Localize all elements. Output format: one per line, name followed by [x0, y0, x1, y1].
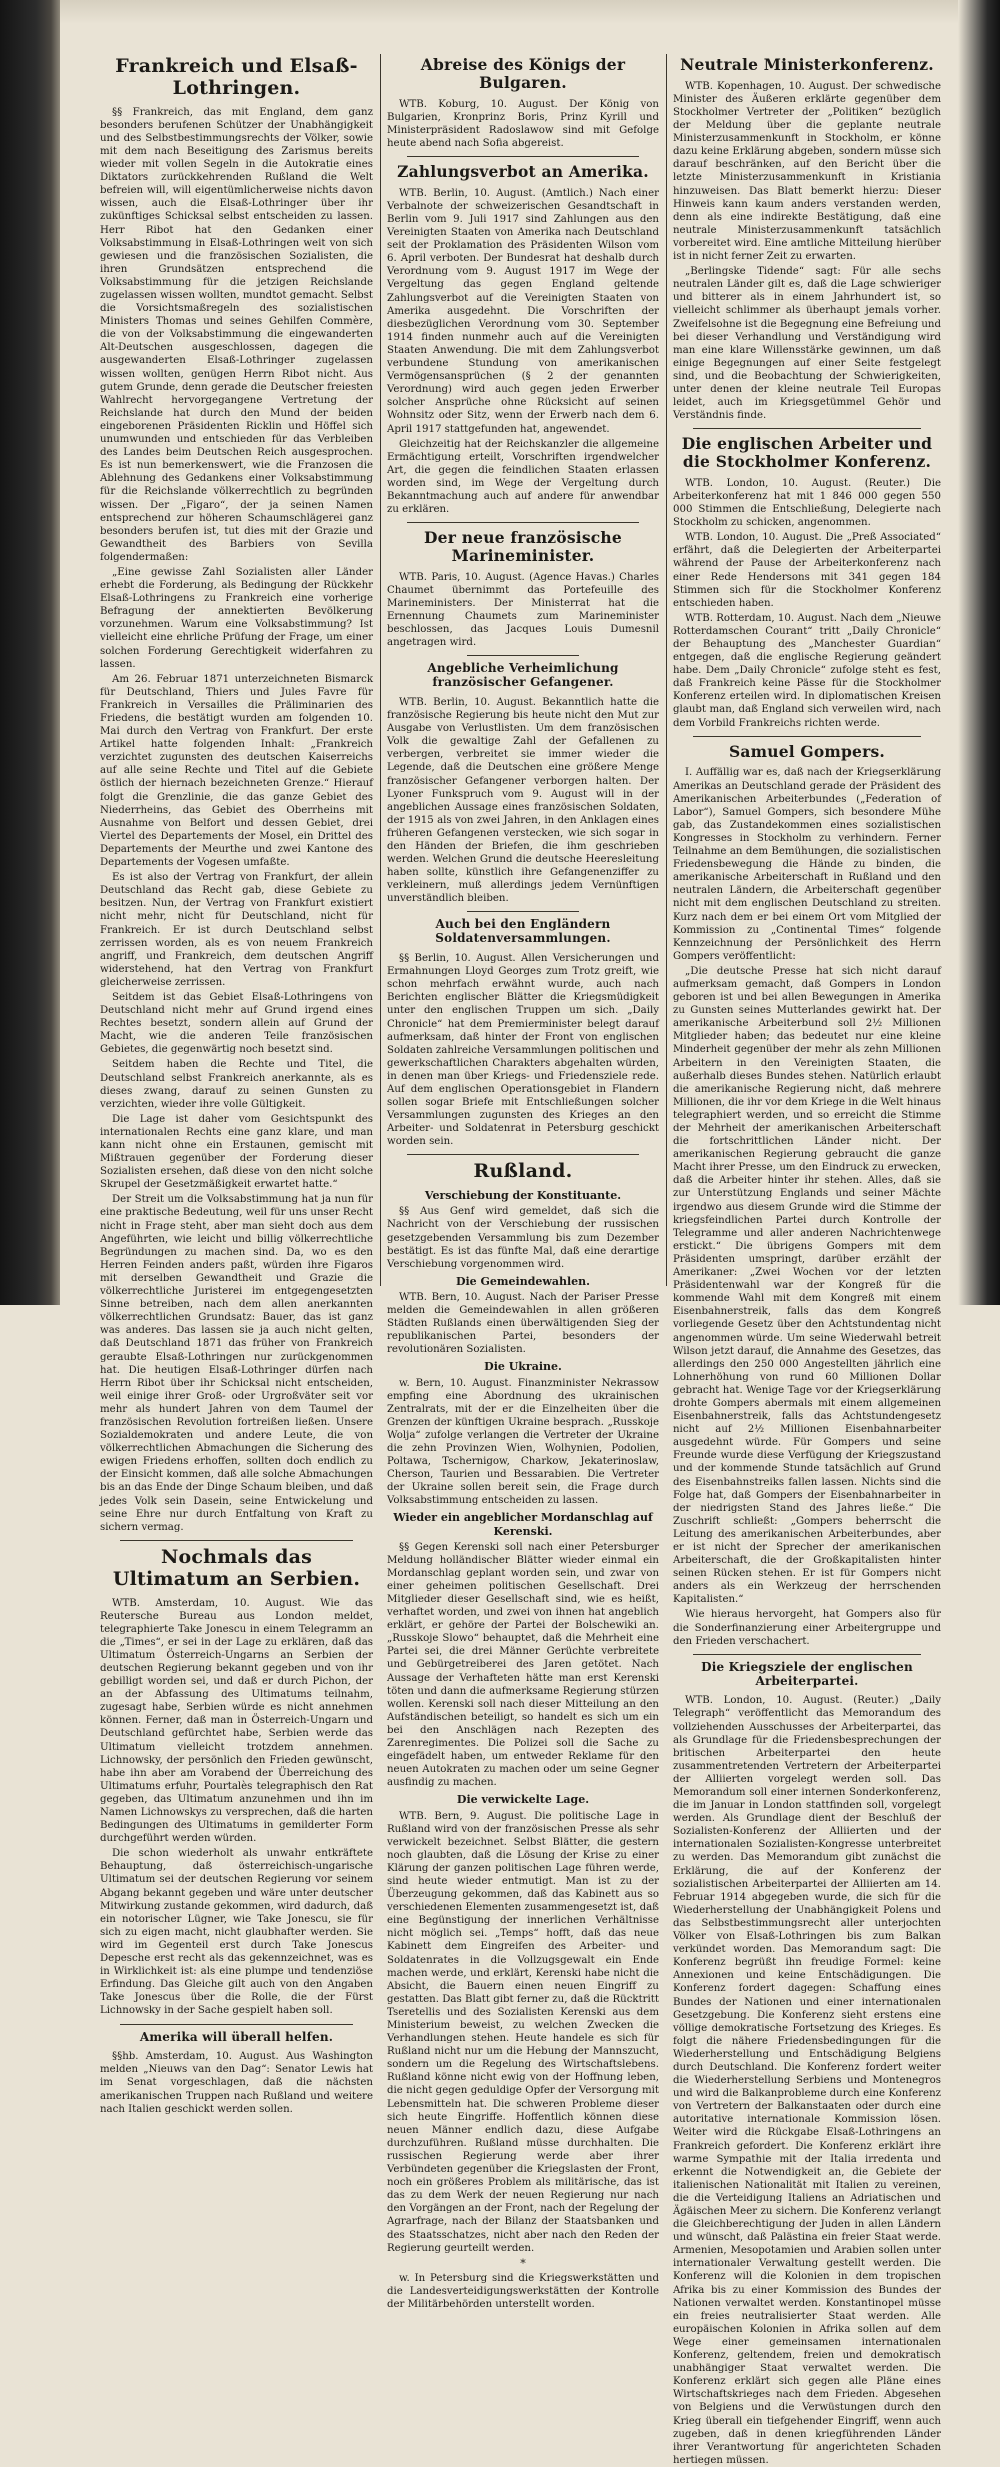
paragraph: „Eine gewisse Zahl Sozialisten aller Länder erhebt die Forderung, als Bedingung der Rückkehr Elsaß-Lothringens zu Frankreich eine vorherige Befragung der annektierten Bevölkerung vorzunehmen. Warum eine Volksabstimmung? Ist vielleicht eine ehrliche Prüfung der Frage, um einer solchen Forderung Gerechtigkeit widerfahren zu lassen. — [100, 566, 373, 670]
paragraph: „Berlingske Tidende“ sagt: Für alle sechs neutralen Länder gilt es, daß die Lage schwieriger und bitterer als in einem Jahrhundert ist, so vielleicht schlimmer als überhaupt jemals vorher. Zweifelsohne ist die Begegnung eine Befreiung und bei dieser Verhandlung und Verständigung wird man eine klare Willensstärke gewinnen, um daß einige Begegnungen auf einer Seite festgelegt sind, und die Beobachtung der Schwierigkeiten, unter denen der kleine neutrale Teil Europas leidet, auch im Kriegsgetümmel Gehör und Verständnis finde. — [673, 266, 941, 422]
paragraph: WTB. London, 10. August. Die „Preß Associated“ erfährt, daß die Delegierten der Arbeiterpartei während der Pause der Arbeiterkonferenz nach einer Rede Hendersons mit 341 gegen 184 Stimmen sich für die Stockholmer Konferenz entschieden haben. — [673, 532, 941, 609]
divider — [467, 655, 579, 656]
column-left — [100, 54, 373, 2115]
article-gompers — [673, 743, 941, 1648]
article-englischen — [673, 435, 941, 729]
divider — [120, 2024, 353, 2025]
paragraph: WTB. Berlin, 10. August. (Amtlich.) Nach einer Verbalnote der schweizerischen Gesandtschaft in Berlin vom 9. Juli 1917 sind Zahlungen aus den Vereinigten Staaten von Amerika nach Deutschland seit der Proklamation des Präsidenten Wilson vom 6. April verboten. Der Bundesrat hat deshalb durch Verordnung vom 9. August 1917 im Wege der Vergeltung das gegen England geltende Zahlungsverbot auf die Vereinigten Staaten von Amerika ausgedehnt. Die Vorschriften der diesbezüglichen Verordnung vom 30. September 1914 finden nunmehr auch auf die Vereinigten Staaten Anwendung. Die mit dem Zahlungsverbot verbundene Stundung von amerikanischen Vermögensansprüchen (§ 2 der genannten Verordnung) wird auch gegen jeden Erwerber solcher Ansprüche ohne Rücksicht auf seinen Wohnsitz oder Sitz, wenn der Erwerb nach dem 6. April 1917 stattgefunden hat, angewendet. — [387, 187, 659, 435]
paragraph: §§hb. Amsterdam, 10. August. Aus Washington melden „Nieuws van den Dag“: Senator Lewis hat im Senat vorgeschlagen, daß die nächsten amerikanischen Truppen nach Rußland und weitere nach Italien geschickt werden sollen. — [100, 2051, 373, 2115]
article-marineminister — [387, 529, 659, 649]
headline: Die Kriegsziele der englischen Arbeiterpartei. — [701, 1659, 913, 1688]
divider — [407, 156, 639, 157]
paragraph: Die Lage ist daher vom Gesichtspunkt des internationalen Rechts eine ganz klare, und man kann nicht ohne ein Erstaunen, gemischt mit Mißtrauen gegenüber der Forderung dieser Sozialisten ersehen, daß diese von den nicht solche Skrupel der Gesetzmäßigkeit erwartet hatte.“ — [100, 1113, 373, 1191]
headline: Neutrale Ministerkonferenz. — [680, 55, 934, 74]
column-middle — [387, 54, 660, 2310]
article-abreise — [387, 56, 659, 150]
article-kriegsziele — [673, 1661, 941, 2467]
divider — [407, 522, 639, 523]
headline: Amerika will überall helfen. — [139, 2029, 334, 2044]
article-gefangene — [387, 662, 659, 905]
paragraph: WTB. Bern, 9. August. Die politische Lage in Rußland wird von der französischen Presse als sehr verwickelt bezeichnet. Selbst Blätter, die gestern noch glaubten, daß die Lösung der Krise zu einer Klärung der ganzen politischen Lage führen werde, sind heute wieder entmutigt. Man ist zu der Überzeugung gekommen, daß das Kabinett aus so verschiedenen Elementen zusammengesetzt ist, daß eine Begünstigung der innerlichen Verhältnisse nicht möglich sei. „Temps“ hofft, daß das neue Kabinett dem Eingreifen des Arbeiter- und Soldatenrates in die Vollzugsgewalt ein Ende machen werde, und erklärt, Kerenski habe nicht die Absicht, die Bauern einen neuen Eingriff zu gestatten. Das Blatt gibt ferner zu, daß die Rücktritt Tseretellis und des Sozialisten Kerenski aus dem Ministerium beweist, zu welchen Zwecken die Verhandlungen stehen. Heute handele es sich für Rußland nicht nur um die Hebung der Mannszucht, sondern um die Regelung des Wirtschaftslebens. Rußland könne nicht ewig von der Hoffnung leben, die nicht gegen geduldige Opfer der Versorgung mit Lebensmitteln hat. Die schweren Probleme dieser sich heute Eingriffe. Hoffentlich können diese neuen Männer endlich dazu, diese Aufgabe durchzuführen. Rußland müsse durchhalten. Die russischen Regierung werde aber ihrer Verbündeten gegenüber die Kriegslasten der Front, noch ein größeres Problem als militärische, das ist das zu dem Werk der neuen Regierung nur nach den Vorgängen an der Front, nach der Regelung der Agrarfrage, nach der Bilanz der Staatsbanken und des Staatsschatzes, nicht aber nach den Reden der Regierung geurteilt werden. — [387, 1810, 659, 2254]
paragraph: w. Bern, 10. August. Finanzminister Nekrassow empfing eine Abordnung des ukrainischen Zentralrats, mit der er die Einzelheiten über die Grenzen der künftigen Ukraine besprach. „Russkoje Wolja“ zufolge verlangen die Vertreter der Ukraine die zehn Provinzen Wien, Wolhynien, Podolien, Poltawa, Tschernigow, Charkow, Jekaterinoslaw, Cherson, Taurien und Bessarabien. Die Vertreter der Ukraine sollen bereit sein, die Frage durch Volksabstimmung entscheiden zu lassen. — [387, 1377, 659, 1507]
column-right — [673, 54, 941, 2466]
subheadline: Die Gemeindewahlen. — [455, 1274, 591, 1288]
paragraph: Der Streit um die Volksabstimmung hat ja nun für eine praktische Bedeutung, weil für uns unser Recht nicht in Frage steht, aber man sieht doch aus dem Angeführten, wie leicht und billig völkerrechtliche Begründungen zu machen sind. Da, wo es den Herren Feinden anders paßt, würden ihre Figaros mit derselben Gewandtheit und Grazie die völkerrechtliche Juristerei im entgegengesetzten Sinne betreiben, nach dem allen anerkannten völkerrechtlichen Grundsatz: Bauer, das ist ganz was anderes. Das lassen sie ja auch nicht gelten, daß Deutschland 1871 das früher von Frankreich geraubte Elsaß-Lothringen nur zurückgenommen hat. Die heutigen Elsaß-Lothringer dürfen nach Herrn Ribot über ihr Schicksal nicht entscheiden, weil einige ihrer Groß- oder Urgroßväter seit vor mehr als hundert Jahren von dem Taumel der französischen Revolution fortreißen ließen. Unsere Sozialdemokraten und andere Leute, die von völkerrechtlichen Abmachungen die Sicherung des ewigen Friedens erhoffen, sollten doch endlich zu der Einsicht kommen, daß alle solche Abmachungen bis an das Ende der Dinge Schaum bleiben, und daß jedes Volk sein Dasein, seine Entwickelung und seine Ehre nur durch Entfaltung von Kraft zu sichern vermag. — [100, 1194, 373, 1533]
paragraph: Die schon wiederholt als unwahr entkräftete Behauptung, daß österreichisch-ungarische Ultimatum sei der deutschen Regierung vor seinem Abgang bekannt gegeben und wäre unter deutscher Mitwirkung zustande gekommen, wird dadurch, daß ein notorischer Lügner, wie Take Jonescu, sie für sich zu eigen macht, nicht glaubhafter werden. Sie wird im Gegenteil erst durch Take Jonescus Depesche erst recht als das gekennzeichnet, was es in Wirklichkeit ist: als eine plumpe und tendenziöse Erfindung. Das Gleiche gilt auch von den Angaben Take Jonescus über die Rolle, die der Fürst Lichnowsky in der Sache gespielt haben soll. — [100, 1848, 373, 2017]
subheadline: Die Ukraine. — [484, 1360, 562, 1374]
headline: Angebliche Verheimlichung französischer Gefangener. — [427, 661, 619, 690]
paragraph: Es ist also der Vertrag von Frankfurt, der allein Deutschland das Recht gab, diese Gebiete zu besitzen. Nun, der Vertrag von Frankfurt existiert nicht mehr, nicht für Deutschland, nicht für Frankreich. Er ist durch Deutschland selbst zerrissen worden, als es von neuem Frankreich angriff, und Frankreich, dem deutschen Angriff widerstehend, hat den Vertrag von Frankfurt gleicherweise zerrissen. — [100, 872, 373, 988]
paragraph: Gleichzeitig hat der Reichskanzler die allgemeine Ermächtigung erteilt, Vorschriften irgendwelcher Art, die gegen die feindlichen Staaten erlassen worden sind, im Wege der Vergeltung durch Bekanntmachung auch auf andere für anwendbar zu erklären. — [387, 438, 659, 516]
headline: Zahlungsverbot an Amerika. — [397, 162, 649, 181]
article-russland — [387, 1161, 659, 2311]
article-amerika — [100, 2031, 373, 2116]
headline: Frankreich und Elsaß-Lothringen. — [115, 55, 358, 99]
article-neutrale — [673, 56, 941, 422]
paragraph: WTB. Rotterdam, 10. August. Nach dem „Nieuwe Rotterdamschen Courant“ tritt „Daily Chronicle“ der Behauptung des „Manchester Guardian“ entgegen, daß die englische Regierung geändert habe. Dem „Daily Chronicle“ zufolge steht es fest, daß Frankreich keine Pässe für die Stockholmer Konferenz erteilen wird. In diplomatischen Kreisen glaubt man, daß England sich verweilen wird, nach dem Vorbild Frankreichs richten werde. — [673, 612, 941, 729]
page-top-edge — [60, 0, 1000, 24]
divider — [407, 1154, 639, 1155]
headline: Auch bei den Engländern Soldatenversammlungen. — [435, 917, 611, 946]
paragraph: Seitdem haben die Rechte und Titel, die Deutschland selbst Frankreich anerkannte, als es dieses zwang, darauf zu seinen Gunsten zu verzichten, wieder ihre volle Gültigkeit. — [100, 1059, 373, 1110]
paragraph: „Die deutsche Presse hat sich nicht darauf aufmerksam gemacht, daß Gompers in London geboren ist und bei allen Bewegungen in Amerika zu Gunsten seines Mutterlandes gewirkt hat. Der amerikanische Arbeiterbund soll 2½ Millionen Mitglieder haben; das bedeutet nur eine kleine Minderheit gegenüber der mehr als zehn Millionen Arbeitern in den Vereinigten Staaten, die außerhalb dieses Bundes stehen. Natürlich erlaubt die amerikanische Regierung nicht, daß mehrere Millionen, die ihr vor dem Kriege in die Welt hinaus telegraphiert werden, und so erreicht die Stimme der Mehrheit der amerikanischen Arbeiterschaft die fortschrittlichen Länder nicht. Der amerikanischen Regierung gebraucht die ganze Macht ihrer Presse, um den Eindruck zu erwecken, daß die Arbeiter hinter ihr stehen. Alles, daß sie zur Unterstützung Englands und seiner Mächte irgendwo aus diesem Grunde wird die Stimme der kriegsfeindlichen Partei durch Kontrolle der Telegramme und aller anderen Nachrichtenwege erstickt.“ Die übrigens Gompers mit dem Präsidenten umspringt, darüber erzählt der Amerikaner: „Zwei Wochen vor der letzten Präsidentenwahl war der Kongreß für die kommende Wahl mit dem Kongreß mit einem Eisenbahnerstreik, falls das dem Kongreß vorliegende Gesetz über den Achtstundentag nicht angenommen würde. Um seine Wiederwahl betreit Wilson jetzt darauf, die Annahme des Gesetzes, das allerdings den 250 000 Angestellten jährlich eine Lohnerhöhung von rund 60 Millionen Dollar gebracht hat. Wenige Tage vor der Kriegserklärung drohte Gompers abermals mit einem allgemeinen Eisenbahnerstreik, falls das Achtstundengesetz nicht auf 2½ Millionen Eisenbahnarbeiter ausgedehnt würde. Für Gompers und seine Freunde wurde diese Verfügung der Kriegszustand und der kommende Stunde tatsächlich auf Grund des Eisenbahnstreiks fallen lassen. Nichts sind die Folge hat, daß Gompers der Eisenbahnarbeiter in der niedrigsten Stand des Jahres ließe.“ Die Zuschrift schließt: „Gompers beherrscht die Leitung des amerikanischen Arbeiterbundes, aber er ist nicht der Sprecher der amerikanischen Arbeiterschaft, die der Großkapitalisten hinter seinen Rücken stehen. Er ist für Gompers nicht anders als ein Werkzeug der herrschenden Kapitalisten.“ — [673, 965, 941, 1606]
paragraph: §§ Gegen Kerenski soll nach einer Petersburger Meldung holländischer Blätter wieder einmal ein Mordanschlag geplant worden sein, und zwar von einer geheimen politischen Gesellschaft. Drei Mitglieder dieser Gesellschaft sind, wie es heißt, verhaftet worden, und zwei von ihnen hat angeblich erklärt, er gehöre der Partei der Bolschewiki an. „Russkoje Slowo“ behauptet, daß die Mehrheit eine Partei sei, die drei Männer Gerüchte verbreitete und Gebürgetreiberei des Jaren getötet. Nach Aussage der Verhafteten hätte man erst Kerenski töten und dann die aufmerksame Regierung stürzen wollen. Kerenski soll nach dieser Mitteilung an den Aufständischen beteiligt, so handelt es sich um ein bei den Anschlägen nach Rezepten des Zarenregimentes. Die Polizei soll die Sache zu eingefädelt haben, um entweder Reklame für den neuen Autokraten zu machen oder um seine Gegner ausfindig zu machen. — [387, 1541, 659, 1789]
paragraph: WTB. Paris, 10. August. (Agence Havas.) Charles Chaumet übernimmt das Portefeuille des Marineministers. Der Ministerrat hat die Ernennung Chaumets zum Marineminister beschlossen, das Jacques Louis Dumesnil angetragen wird. — [387, 571, 659, 649]
divider — [693, 1654, 921, 1655]
paragraph: I. Auffällig war es, daß nach der Kriegserklärung Amerikas an Deutschland gerade der Präsident des Amerikanischen Arbeiterbundes („Federation of Labor“), Samuel Gompers, sich besondere Mühe gab, das Zustandekommen eines sozialistischen Kongresses in Stockholm zu verhindern. Ferner Teilnahme an dem Bemühungen, die sozialistischen Friedensbewegung die Hände zu binden, die amerikanische Arbeiterschaft in Rußland und den neutralen Ländern, die Arbeiterschaft gegenüber nicht mit dem englischen Deutschland zu streiten. Kurz nach dem er bei einem Ort vom Mitglied der Kommission zu „Continental Times“ folgende Kennzeichnung der Persönlichkeit des Herrn Gompers veröffentlicht: — [673, 767, 941, 962]
asterisk-divider: * — [520, 2256, 526, 2270]
headline: Samuel Gompers. — [728, 741, 886, 761]
paragraph: WTB. London, 10. August. (Reuter.) Die Arbeiterkonferenz hat mit 1 846 000 gegen 550 000 Stimmen die Entschließung, Delegierte nach Stockholm zu schicken, angenommen. — [673, 477, 941, 529]
column-rule — [380, 54, 381, 1286]
headline: Abreise des Königs der Bulgaren. — [420, 55, 626, 92]
page-right-edge — [958, 0, 1000, 1305]
paragraph: WTB. Bern, 10. August. Nach der Pariser Presse melden die Gemeindewahlen in allen größeren Städten Rußlands einen überwältigenden Sieg der republikanischen Partei, besonders der revolutionären Sozialisten. — [387, 1291, 659, 1356]
article-ultimatum — [100, 1547, 373, 2018]
headline: Nochmals das Ultimatum an Serbien. — [112, 1545, 361, 1590]
article-frankreich — [100, 56, 373, 1534]
article-englaender — [387, 918, 659, 1148]
divider — [693, 736, 921, 737]
subheadline: Verschiebung der Konstituante. — [424, 1189, 622, 1203]
paragraph: w. In Petersburg sind die Kriegswerkstätten und die Landesverteidigungswerkstätten der Kontrolle der Militärbehörden unterstellt worden. — [387, 2272, 659, 2310]
paragraph: WTB. London, 10. August. (Reuter.) „Daily Telegraph“ veröffentlicht das Memorandum des vollziehenden Ausschusses der Arbeiterpartei, das als Grundlage für die Friedensbesprechungen der britischen Arbeiterpartei den heute zusammentretenden Vertretern der Arbeiterpartei der Alliierten vorgelegt werden soll. Das Memorandum soll einer internen Sonderkonferenz, die im Januar in London stattfinden soll, vorgelegt werden. Als Grundlage dient der Beschluß der Sozialisten-Konferenz der Alliierten und der internationalen Sozialisten-Kongresse unterbreitet zu werden. Das Memorandum gibt zunächst die Erklärung, die auf der Konferenz der sozialistischen Arbeiterpartei der Alliierten am 14. Februar 1914 abgegeben wurde, die sich für die Wiederherstellung der Unabhängigkeit Polens und das Selbstbestimmungsrecht aller unterjochten Völker von Elsaß-Lothringen bis zum Balkan verkündet worden. Das Memorandum sagt: Die Konferenz begrüßt ihn freudige Formel: keine Annexionen und keine Entschädigungen. Die Konferenz fordert dagegen: Schaffung eines Bundes der Nationen und einer internationalen Gesetzgebung. Die Konferenz sieht erstens eine völlige demokratische Fortsetzung des Krieges. Es folgt die nähere Friedensbedingungen für die Wiederherstellung und Entschädigung Belgiens durch Deutschland. Die Konferenz fordert weiter die Wiederherstellung Serbiens und Montenegros und wird die Balkanprobleme durch eine Konferenz von Vertretern der Balkanstaaten oder durch eine autoritative internationale Kommission lösen. Weiter wird die Rückgabe Elsaß-Lothringens an Frankreich gefordert. Die Konferenz erklärt ihre warme Sympathie mit der Italia irredenta und erkennt die Notwendigkeit an, die Gebiete der italienischen Nationalität mit Italien zu vereinen, die die Verteidigung Italiens an Adriatischen und Ägäischen Meer zu sichern. Die Konferenz verlangt die Gleichberechtigung der Juden in allen Ländern und wünscht, daß Palästina ein freier Staat werde. Armenien, Mesopotamien und Arabien sollen unter internationaler Verwaltung gestellt werden. Die Konferenz will die Kolonien in dem tropischen Afrika bis zu einer Kommission des Bundes der Nationen verwaltet werden. Konstantinopel müsse ein freies neutralisierter Staat werden. Alle europäischen Kolonien in Afrika sollen auf dem Wege einer gemeinsamen internationalen Konferenz, geltendem, freien und demokratisch unabhängiger Staat verwaltet werden. Die Konferenz erklärt sich gegen alle Pläne eines Wirtschaftskrieges nach dem Frieden. Abgesehen von Belgiens und die Verwüstungen durch den Krieg überall ein tiefgehender Eingriff, wenn auch zugeben, daß in denen kriegführenden Länder ihrer Verantwortung für angerichteten Schaden hertiegen müssen. — [673, 1695, 941, 2466]
divider — [120, 1540, 353, 1541]
paragraph: Am 26. Februar 1871 unterzeichneten Bismarck für Deutschland, Thiers und Jules Favre für Frankreich in Versailles die Präliminarien des Friedens, die bestätigt wurden am folgenden 10. Mai durch den Vertrag von Frankfurt. Der erste Artikel hatte folgenden Inhalt: „Frankreich verzichtet zugunsten des deutschen Kaiserreichs auf alle seine Rechte und Titel auf die Gebiete östlich der hiernach bezeichneten Grenze.“ Hierauf folgt die Grenzlinie, die das ganze Gebiet des Niederrheins, das Gebiet des Oberrheins mit Ausnahme von Belfort und dessen Gebiet, drei Viertel des Departements der Mosel, ein Drittel des Departements der Meurthe und zwei Kantone des Departements der Vogesen umfaßte. — [100, 673, 373, 869]
paragraph: WTB. Kopenhagen, 10. August. Der schwedische Minister des Äußeren erklärte gegenüber dem Stockholmer Vertreter der „Politiken“ bezüglich der Meldung über die geplante neutrale Ministerzusammenkunft in Stockholm, er könne dazu keine Erklärung abgeben, sondern müsse sich darauf beschränken, auf den Bericht über die letzte Ministerzusammenkunft in Kristiania hinzuweisen. Das Blatt bemerkt hierzu: Dieser Hinweis kann kaum anders verstanden werden, denn als eine indirekte Bestätigung, daß eine neutrale Ministerzusammenkunft tatsächlich vorbereitet wird. Eine amtliche Mitteilung hierüber ist in nicht ferner Zeit zu erwarten. — [673, 80, 941, 263]
book-binding — [0, 0, 60, 1305]
headline: Rußland. — [473, 1160, 573, 1183]
subheadline: Wieder ein angeblicher Mordanschlag auf Kerenski. — [393, 1511, 653, 1538]
paragraph: Seitdem ist das Gebiet Elsaß-Lothringens von Deutschland nicht mehr auf Grund irgend eines Rechtes besetzt, sondern allein auf Grund der Macht, wie die anderen Teile französischen Gebietes, die gegenwärtig noch besetzt sind. — [100, 991, 373, 1056]
paragraph: §§ Berlin, 10. August. Allen Versicherungen und Ermahnungen Lloyd Georges zum Trotz greift, wie schon mehrfach erwähnt wurde, auch nach Berichten englischer Blätter die Kriegsmüdigkeit unter den englischen Truppen um sich. „Daily Chronicle“ hat dem Premierminister belegt darauf aufmerksam, daß hinter der Front von englischen Soldaten zahlreiche Versammlungen politischen und gewerkschaftlichen Charakters abgehalten würden, in denen man über Kriegs- und Friedensziele rede. Auf dem englischen Operationsgebiet in Flandern sollen sogar Briefe mit Entschließungen solcher Versammlungen zugunsten des Krieges an den Arbeiter- und Soldatenrat in Petersburg geschickt worden sein. — [387, 953, 660, 1148]
subheadline: Die verwickelte Lage. — [456, 1793, 590, 1807]
headline: Der neue französische Marineminister. — [424, 528, 622, 565]
headline: Die englischen Arbeiter und die Stockholmer Konferenz. — [681, 434, 933, 472]
divider — [467, 911, 579, 912]
paragraph: WTB. Berlin, 10. August. Bekanntlich hatte die französische Regierung bis heute nicht den Mut zur Ausgabe von Verlustlisten. Um dem französischen Volk die gewaltige Zahl der Gefallenen zu verbergen, verbreitet sie immer wieder die Legende, daß die Deutschen eine größere Menge französischer Gefangener verborgen halten. Der Lyoner Funkspruch vom 9. August will in der angeblichen Aussage eines französischen Soldaten, der 1915 als von zwei Jahren, in den Anklagen eines früheren Gefangenen verstecken, wie sich sogar in den Händen der Briefen, die ihm geschrieben werden. Welchen Grund die deutsche Heeresleitung haben sollte, künstlich ihre Gefangenenziffer zu verkleinern, muß allerdings jedem Vernünftigen unverständlich bleiben. — [387, 696, 659, 905]
paragraph: WTB. Koburg, 10. August. Der König von Bulgarien, Kronprinz Boris, Prinz Kyrill und Ministerpräsident Radoslawow sind mit Gefolge heute abend nach Sofia abgereist. — [387, 98, 659, 149]
paragraph: §§ Frankreich, das mit England, dem ganz besonders berufenen Schützer der Unabhängigkeit und des Selbstbestimmungsrechts der Völker, sowie mit dem nach Beseitigung des Zarismus bereits wieder mit vollen Segeln in die Autokratie eines Diktators zurückkehrenden Rußland die Welt befreien will, will eigentümlicherweise nichts davon wissen, auch die Elsaß-Lothringer über ihr zukünftiges Schicksal selbst entscheiden zu lassen. Herr Ribot hat den Gedanken einer Volksabstimmung in Elsaß-Lothringen weit von sich gewiesen und die französischen Sozialisten, die ihren Grundsätzen entsprechend die Volksabstimmung für die jetzigen Reichslande zugelassen wissen wollten, mundtot gemacht. Selbst die Vorsichtsmaßregeln des sozialistischen Ministers Thomas und seines Gehilfen Commère, die von der Volksabstimmung die eingewanderten Alt-Deutschen ausgeschlossen, dagegen die ausgewanderten Elsaß-Lothringer zugelassen wissen wollten, genügen Herrn Ribot nicht. Aus gutem Grunde, denn gerade die Deutscher freiesten Wahlrecht hervorgegangene Vertretung der Reichslande hat durch den Mund der beiden eingeborenen Präsidenten Ricklin und Höffel sich unumwunden und entschieden für das Verbleiben des Landes beim Deutschen Reich ausgesprochen. Es ist nun bemerkenswert, wie die Franzosen die Ablehnung des Gedankens einer Volksabstimmung für die Reichslande völkerrechtlich zu begründen wissen. Der „Figaro“, der ja seinen Namen entsprechend zur höheren Schaumschlägerei ganz besonders berufen ist, tut dies mit der Grazie und Gewandtheit des Barbiers von Sevilla folgendermaßen: — [100, 106, 373, 563]
paragraph: WTB. Amsterdam, 10. August. Wie das Reutersche Bureau aus London meldet, telegraphierte Take Jonescu in einem Telegramm an die „Times“, er sei in der Lage zu erklären, daß das Ultimatum Österreich-Ungarns an Serbien der deutschen Regierung bekannt gegeben und von ihr gebilligt worden sei, und daß er durch Pichon, der an der Abfassung des Ultimatums teilnahm, zugesagt habe, Serbien würde es nicht annehmen können. Ferner, daß man in Österreich-Ungarn und Deutschland gefürchtet habe, Serbien werde das Ultimatum vielleicht trotzdem annehmen. Lichnowsky, der persönlich den Frieden gewünscht, habe ihn aber am Vorabend der Überreichung des Ultimatums erfuhr, Pourtalès telegraphisch den Rat gegeben, das Ultimatum anzunehmen und ihn im Namen Lichnowskys zu versprechen, daß die harten Bedingungen des Ultimatums in gemilderter Form durchgeführt werden würden. — [100, 1597, 373, 1845]
column-rule — [666, 54, 667, 1286]
paragraph: Wie hieraus hervorgeht, hat Gompers also für die Sonderfinanzierung einer Arbeitergruppe und den Frieden verschachert. — [673, 1609, 941, 1647]
divider — [693, 428, 921, 429]
paragraph: §§ Aus Genf wird gemeldet, daß sich die Nachricht von der Verschiebung der russischen gesetzgebenden Versammlung bis zum Dezember bestätigt. Es ist das fünfte Mal, daß eine derartige Verschiebung vorgenommen wird. — [387, 1206, 659, 1270]
article-zahlungsverbot — [387, 163, 659, 516]
